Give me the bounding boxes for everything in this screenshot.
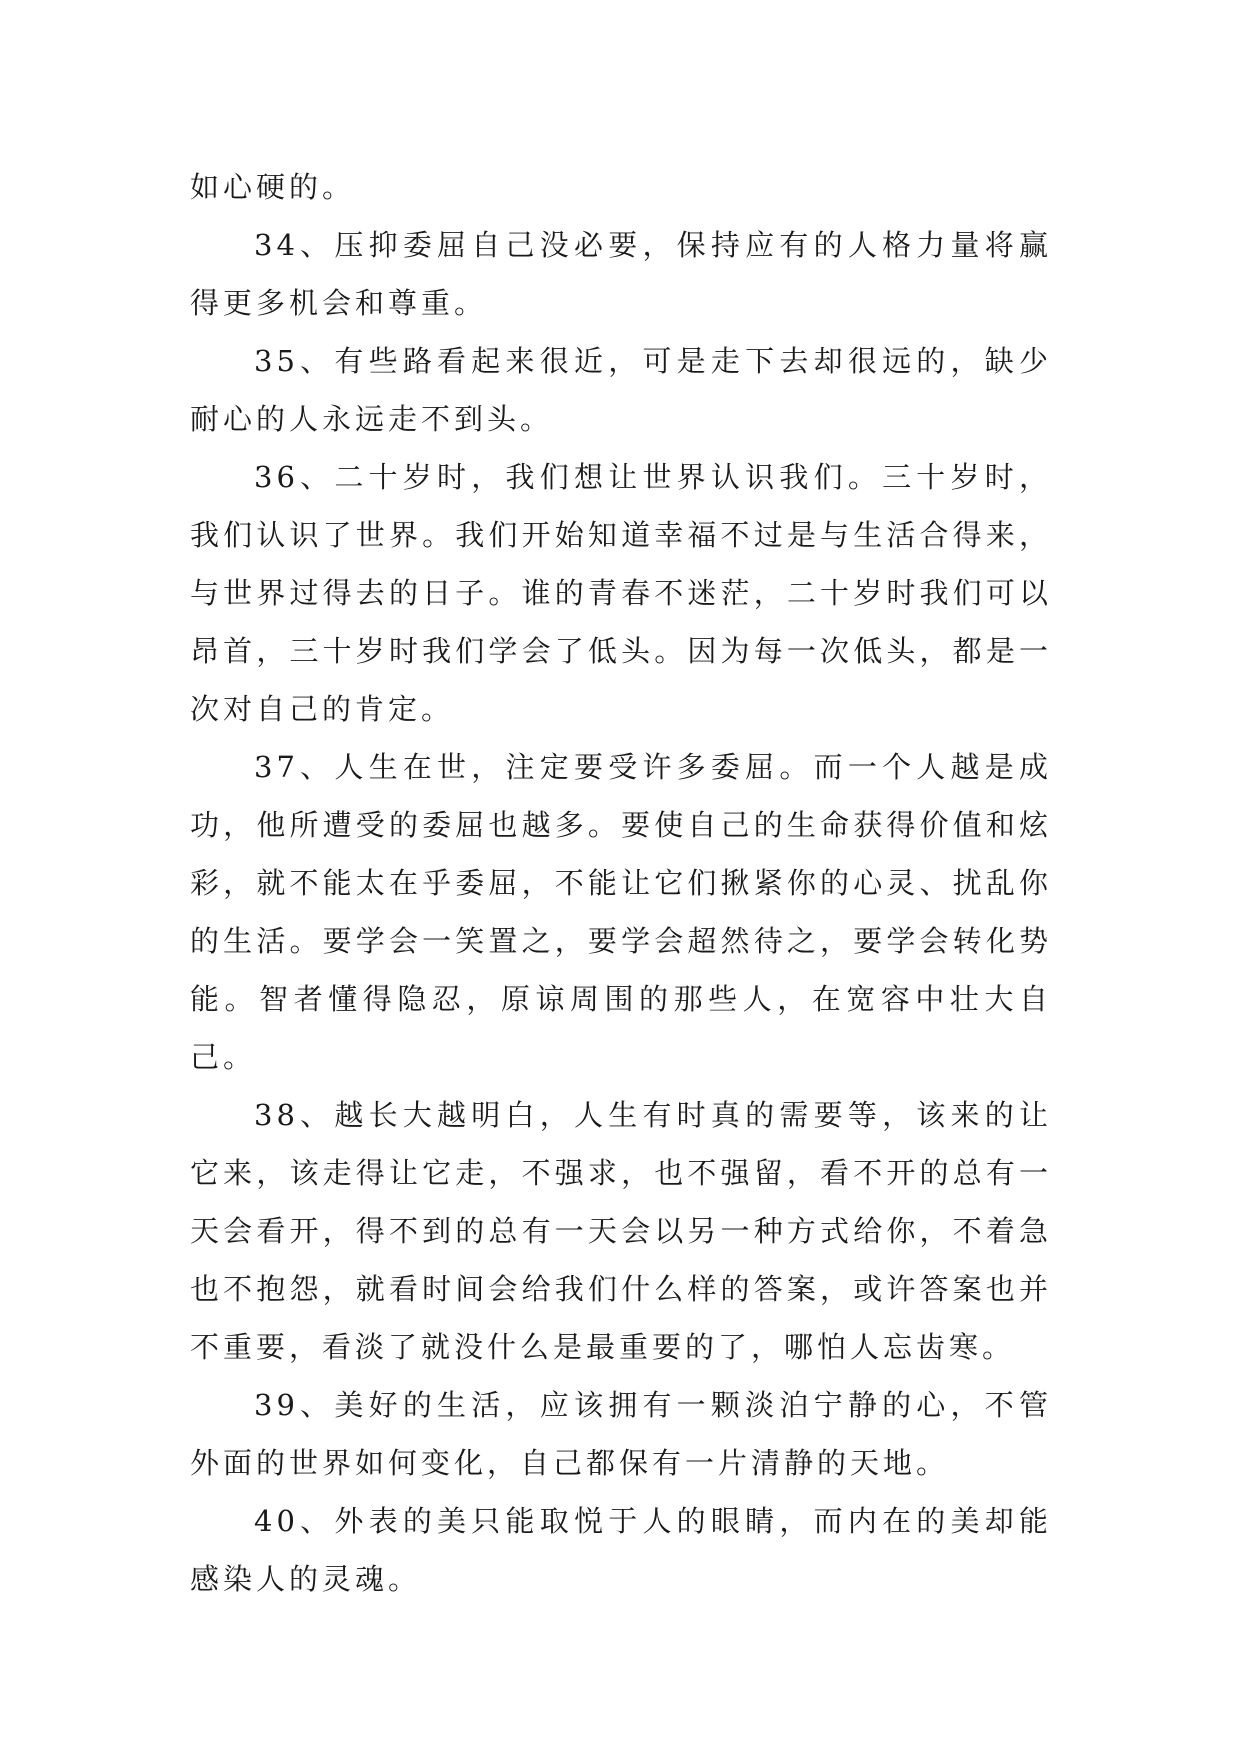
paragraph-38: 38、越长大越明白，人生有时真的需要等，该来的让它来，该走得让它走，不强求，也不强留，看不开的总有一天会看开，得不到的总有一天会以另一种方式给你，不着急也不抱怨，就看时间会给我们什么样的答案，或许答案也并不重要，看淡了就没什么是最重要的了，哪怕人忘齿寒。 xyxy=(190,1098,1052,1364)
paragraph-35: 35、有些路看起来很近，可是走下去却很远的，缺少耐心的人永远走不到头。 xyxy=(190,344,1052,436)
paragraph-36: 36、二十岁时，我们想让世界认识我们。三十岁时，我们认识了世界。我们开始知道幸福不过是与生活合得来，与世界过得去的日子。谁的青春不迷茫，二十岁时我们可以昂首，三十岁时我们学会了低头。因为每一次低头，都是一次对自己的肯定。 xyxy=(190,460,1052,726)
paragraph-39: 39、美好的生活，应该拥有一颗淡泊宁静的心，不管外面的世界如何变化，自己都保有一片清静的天地。 xyxy=(190,1388,1052,1480)
paragraph-continuation: 如心硬的。 xyxy=(190,170,356,204)
document-body xyxy=(190,158,1052,1608)
paragraph-37: 37、人生在世，注定要受许多委屈。而一个人越是成功，他所遭受的委屈也越多。要使自己的生命获得价值和炫彩，就不能太在乎委屈，不能让它们揪紧你的心灵、扰乱你的生活。要学会一笑置之，要学会超然待之，要学会转化势能。智者懂得隐忍，原谅周围的那些人，在宽容中壮大自己。 xyxy=(190,750,1052,1074)
paragraph-34: 34、压抑委屈自己没必要，保持应有的人格力量将赢得更多机会和尊重。 xyxy=(190,228,1052,320)
paragraph-40: 40、外表的美只能取悦于人的眼睛，而内在的美却能感染人的灵魂。 xyxy=(190,1504,1052,1596)
